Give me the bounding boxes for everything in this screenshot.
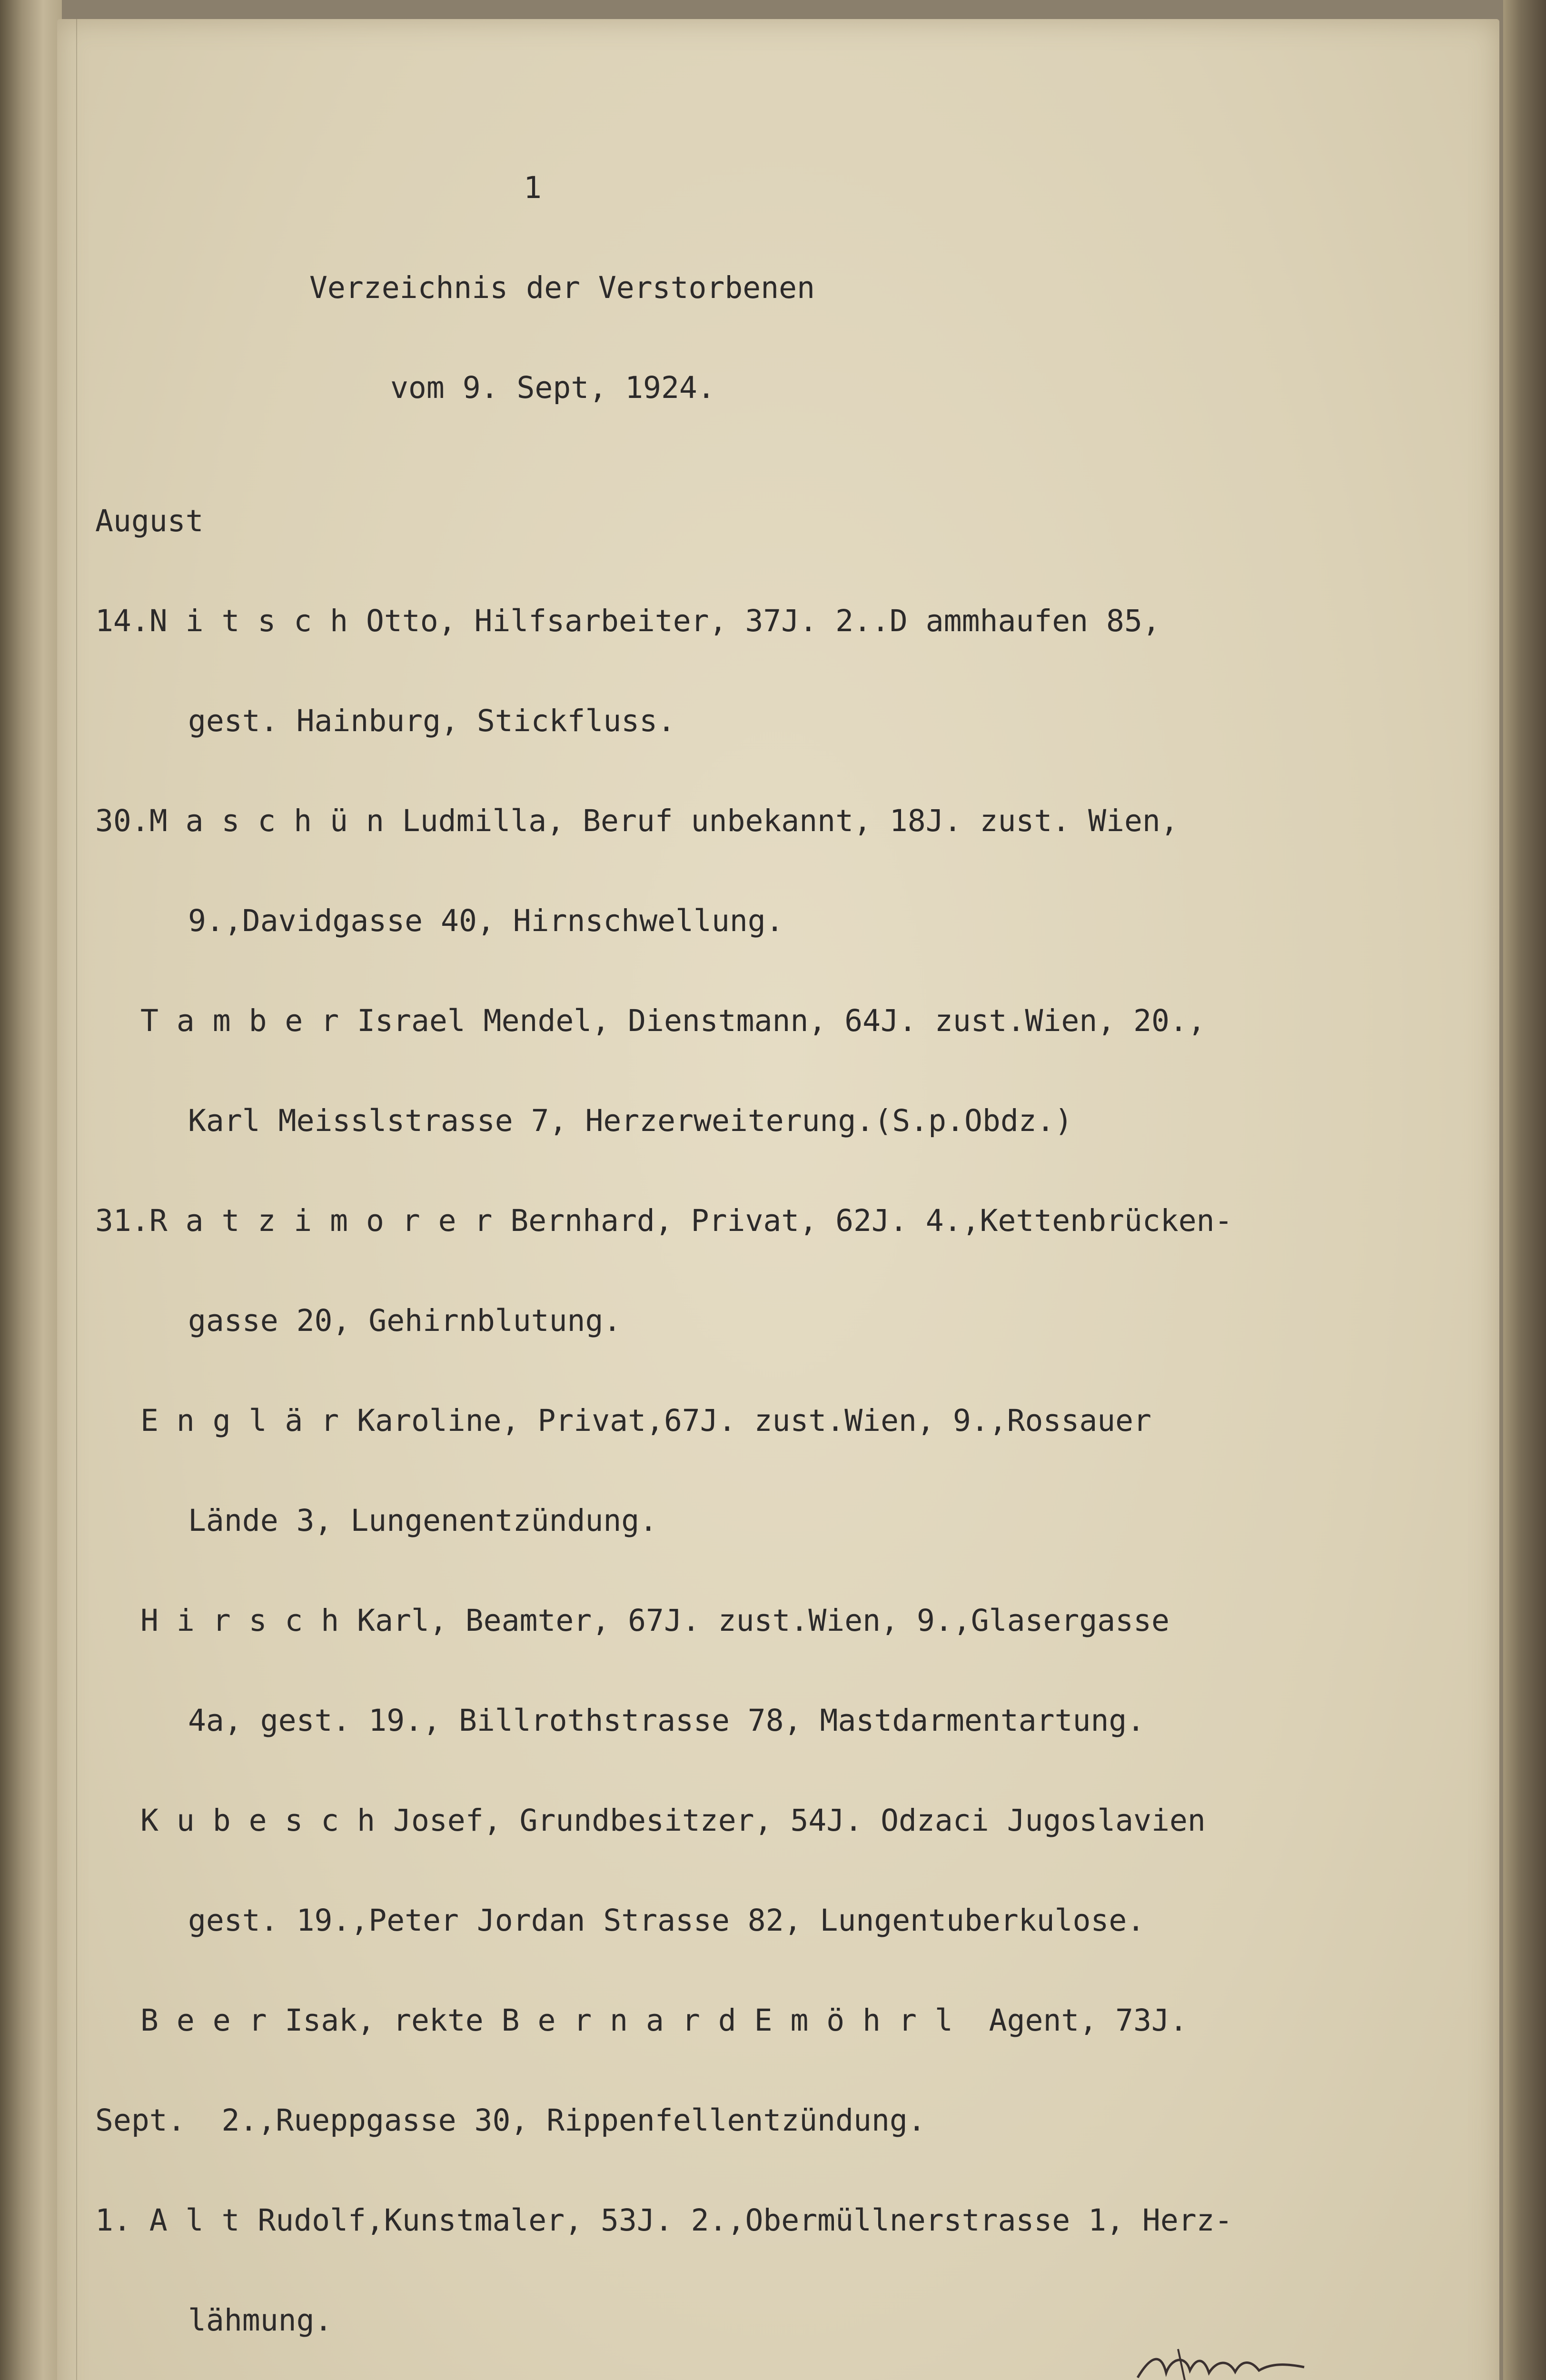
- entry-line: E n g l ä r Karoline, Privat,67J. zust.Wien, 9.,Rossauer: [140, 1403, 1152, 1438]
- entry-line: 4a, gest. 19., Billrothstrasse 78, Mastdarmentartung.: [188, 1703, 1145, 1738]
- page-number: 1: [524, 170, 542, 205]
- entry-line: Lände 3, Lungenentzündung.: [188, 1503, 658, 1538]
- entry-line: T a m b e r Israel Mendel, Dienstmann, 64J. zust.Wien, 20.,: [140, 1003, 1206, 1038]
- entry-line: 1. A l t Rudolf,Kunstmaler, 53J. 2.,Obermüllnerstrasse 1, Herz-: [95, 2203, 1233, 2238]
- month-label: August: [95, 504, 204, 538]
- entry-line: H i r s c h Karl, Beamter, 67J. zust.Wien, 9.,Glasergasse: [140, 1603, 1169, 1638]
- entry-line: 14.N i t s c h Otto, Hilfsarbeiter, 37J. 2..D ammhaufen 85,: [95, 604, 1160, 638]
- entry-line: 30.M a s c h ü n Ludmilla, Beruf unbekannt, 18J. zust. Wien,: [95, 803, 1179, 838]
- document-date: vom 9. Sept, 1924.: [390, 370, 715, 405]
- stacked-pages-edge: [1503, 0, 1546, 2380]
- document-body: [95, 105, 1461, 2380]
- entry-line: Karl Meisslstrasse 7, Herzerweiterung.(S.p.Obdz.): [188, 1103, 1073, 1138]
- handwritten-annotation: [1133, 2344, 1323, 2380]
- entry-line: B e e r Isak, rekte B e r n a r d E m ö h r l Agent, 73J.: [140, 2003, 1188, 2038]
- entry-line: gasse 20, Gehirnblutung.: [188, 1303, 622, 1338]
- entry-line: Sept. 2.,Rueppgasse 30, Rippenfellentzündung.: [95, 2103, 926, 2138]
- entry-line: 31.R a t z i m o r e r Bernhard, Privat, 62J. 4.,Kettenbrücken-: [95, 1203, 1233, 1238]
- page-fold: [76, 19, 77, 2380]
- entry-line: K u b e s c h Josef, Grundbesitzer, 54J. Odzaci Jugoslavien: [140, 1803, 1206, 1838]
- entry-line: lähmung.: [188, 2303, 333, 2338]
- binding-edge: [0, 0, 62, 2380]
- document-title: Verzeichnis der Verstorbenen: [309, 270, 815, 305]
- entry-line: 9.,Davidgasse 40, Hirnschwellung.: [188, 903, 784, 938]
- entry-line: gest. Hainburg, Stickfluss.: [188, 704, 676, 738]
- entry-line: gest. 19.,Peter Jordan Strasse 82, Lungentuberkulose.: [188, 1903, 1145, 1938]
